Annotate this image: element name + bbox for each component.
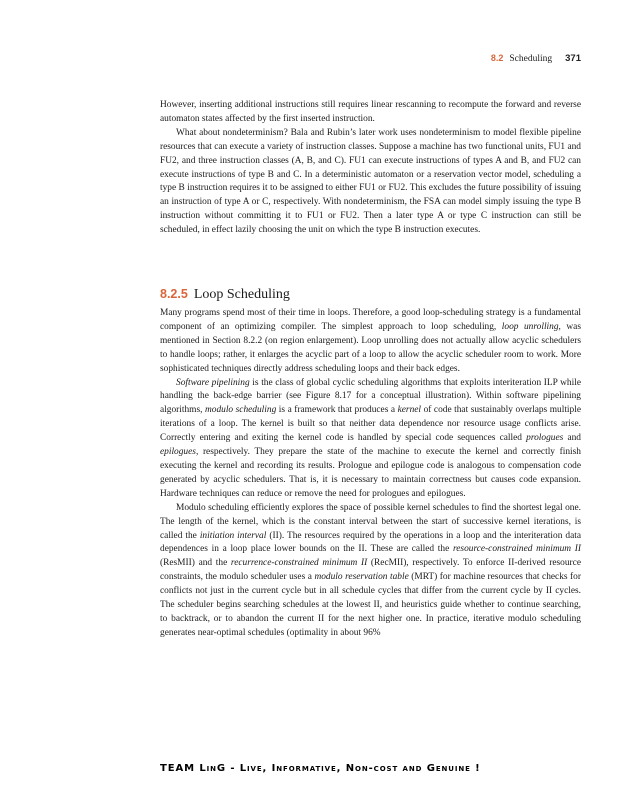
emphasis-term: resource-constrained minimum II	[452, 544, 581, 555]
text-run: (ResMII) and the	[160, 558, 231, 569]
footer-banner: TEAM LinG - Live, Informative, Non-cost and Genuine !	[160, 763, 481, 774]
emphasis-term: loop unrolling	[501, 321, 559, 332]
text-run: (MRT) for machine resources that checks for conflicts not just in the current cycle but in all schedule cycles that differ from the current cycle by II cycles. The scheduler begins searching schedules at the lowest II, and heuristics guide whether to continue searching, to backtrack, or to abandon the current II for the next higher one. In practice, iterative modulo scheduling generates near-optimal schedules (optimality in about 96%	[160, 572, 581, 638]
text-run: and	[563, 433, 581, 444]
running-head-title: Scheduling	[509, 54, 553, 64]
emphasis-term: modulo scheduling	[204, 405, 277, 416]
paragraph	[160, 502, 581, 641]
emphasis-term: recurrence-constrained minimum II	[230, 558, 368, 569]
paragraph: What about nondeterminism? Bala and Rubin’s later work uses nondeterminism to model flexible pipeline resources that can execute a variety of instruction classes. Suppose a machine has two functional units, FU1 and FU2, and three instruction classes (A, B, and C). FU1 can execute instructions of types A and B, and FU2 can execute instructions of type B and C. In a deterministic automaton or a reservation vector model, scheduling a type B instruction requires it to be assigned to either FU1 or FU2. This excludes the future possibility of issuing an instruction of type A or C, respectively. With nondeterminism, the FSA can model simply issuing the type B instruction without committing it to FU1 or FU2. Then a later type A or type C instruction can still be scheduled, in effect lazily choosing the unit on which the type B instruction executes.	[160, 127, 581, 236]
paragraph	[160, 307, 581, 377]
section-title: Loop Scheduling	[193, 287, 290, 302]
emphasis-term: prologues	[526, 433, 564, 444]
text-run: of code that sustainably overlaps multiple iterations of a loop. The kernel is built so that neither data dependence nor resource usage conflicts arise. Correctly entering and exiting the kernel code is handled by special code sequences called	[160, 405, 581, 444]
running-head	[491, 53, 581, 64]
emphasis-term: modulo reservation table	[314, 572, 409, 583]
text-run: (RecMII), respectively. To enforce II-derived resource constraints, the modulo scheduler uses a	[160, 558, 581, 583]
section-number: 8.2.5	[160, 287, 188, 301]
emphasis-term: Software pipelining	[176, 377, 250, 388]
paragraph: However, inserting additional instructions still requires linear rescanning to recompute the forward and reverse automaton states affected by the first inserted instruction.	[160, 100, 581, 124]
text-run: is a framework that produces a	[276, 405, 398, 416]
text-run: Modulo scheduling efficiently explores the space of possible kernel schedules to find the shortest legal one. The length of the kernel, which is the constant interval between the start of successive kernel iterations, is called the	[160, 502, 581, 541]
continued-text-block	[160, 99, 581, 238]
page-number: 371	[565, 53, 581, 64]
text-run: is the class of global cyclic scheduling algorithms that exploits interiteration ILP while handling the back-edge barrier (see Figure 8.17 for a conceptual illustration). Within software pipelining algorithms,	[160, 377, 581, 416]
text-run: , was mentioned in Section 8.2.2 (on region enlargement). Loop unrolling does not actually allow acyclic schedulers to handle loops; rather, it enlarges the acyclic part of a loop to allow the acyclic scheduler room to work. More sophisticated techniques directly address scheduling loops and their back edges.	[160, 321, 581, 374]
paragraph	[160, 377, 581, 502]
emphasis-term: initiation interval	[199, 530, 267, 541]
text-run: (II). The resources required by the operations in a loop and the interiteration data dependences in a loop place lower bounds on the II. These are called the	[160, 530, 581, 555]
text-run: , respectively. They prepare the state of the machine to execute the kernel and correctly finish executing the kernel and recording its results. Prologue and epilogue code is analogous to compensation code generated by acyclic schedulers. That is, it is necessary to maintain correctness but causes code expansion. Hardware techniques can reduce or remove the need for prologues and epilogues.	[160, 447, 581, 499]
emphasis-term: epilogues	[160, 447, 196, 458]
running-head-section-number: 8.2	[490, 53, 504, 63]
text-run: Many programs spend most of their time in loops. Therefore, a good loop-scheduling strategy is a fundamental component of an optimizing compiler. The simplest approach to loop scheduling,	[160, 308, 581, 332]
emphasis-term: kernel	[397, 405, 422, 416]
section-body	[160, 307, 581, 641]
section-heading	[160, 287, 290, 303]
